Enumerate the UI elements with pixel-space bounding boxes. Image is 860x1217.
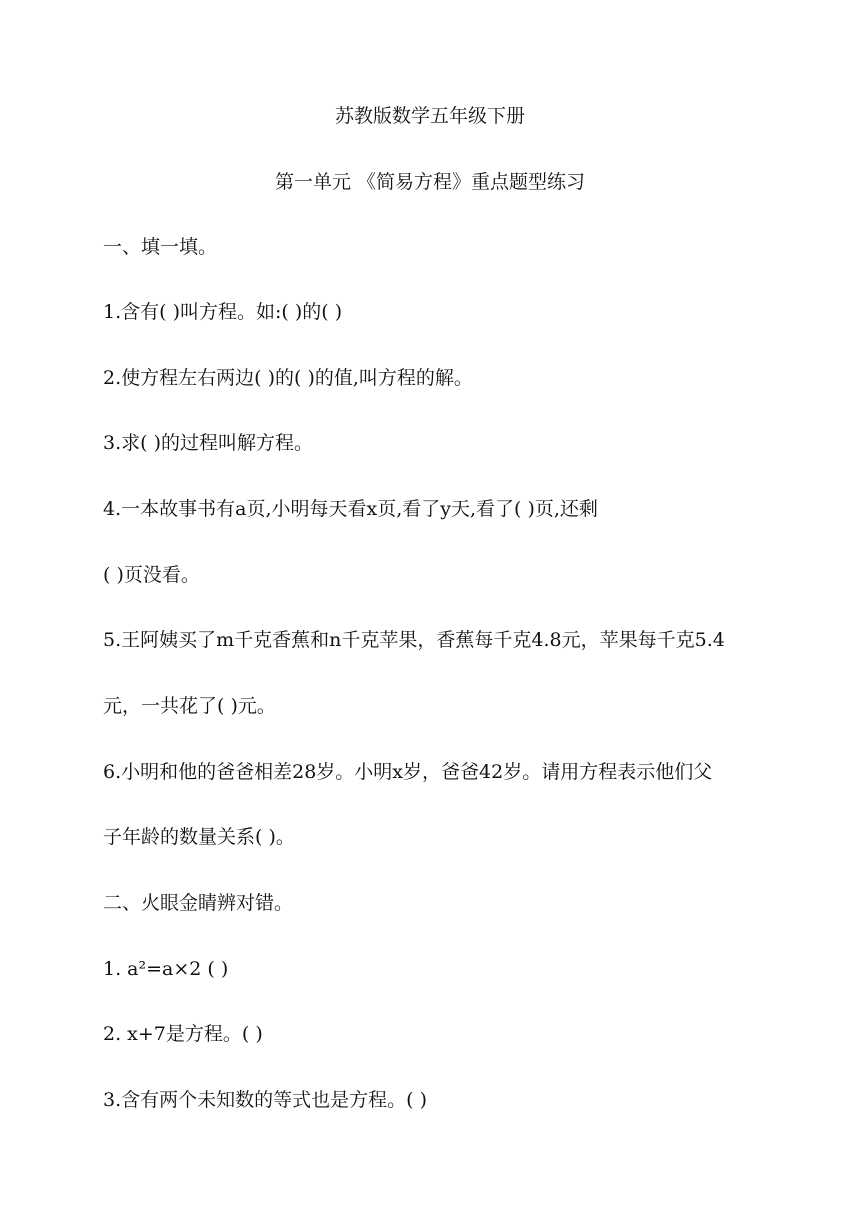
question-6-line-2: 子年龄的数量关系( )。	[103, 826, 295, 848]
question-3-line-1: 3.求( )的过程叫解方程。	[103, 432, 313, 454]
section-1-heading: 一、填一填。	[103, 236, 218, 258]
question-1-line-1: 1.含有( )叫方程。如:( )的( )	[103, 301, 343, 323]
question-6-line-1: 6.小明和他的爸爸相差28岁。小明x岁，爸爸42岁。请用方程表示他们父	[103, 761, 713, 783]
question-4-line-2: ( )页没看。	[103, 564, 200, 586]
document-title: 苏教版数学五年级下册	[334, 105, 525, 127]
question-4-line-1: 4.一本故事书有a页,小明每天看x页,看了y天,看了( )页,还剩	[103, 498, 598, 520]
judge-item-3: 3.含有两个未知数的等式也是方程。( )	[103, 1089, 427, 1111]
section-2-heading: 二、火眼金睛辨对错。	[103, 892, 294, 914]
question-5-line-2: 元，一共花了( )元。	[103, 695, 276, 717]
judge-item-1: 1. a²=a×2 ( )	[103, 958, 229, 980]
question-5-line-1: 5.王阿姨买了m千克香蕉和n千克苹果，香蕉每千克4.8元，苹果每千克5.4	[103, 629, 725, 651]
question-2-line-1: 2.使方程左右两边( )的( )的值,叫方程的解。	[103, 367, 473, 389]
judge-item-2: 2. x+7是方程。( )	[103, 1023, 263, 1045]
document-subtitle: 第一单元 《简易方程》重点题型练习	[274, 171, 586, 193]
